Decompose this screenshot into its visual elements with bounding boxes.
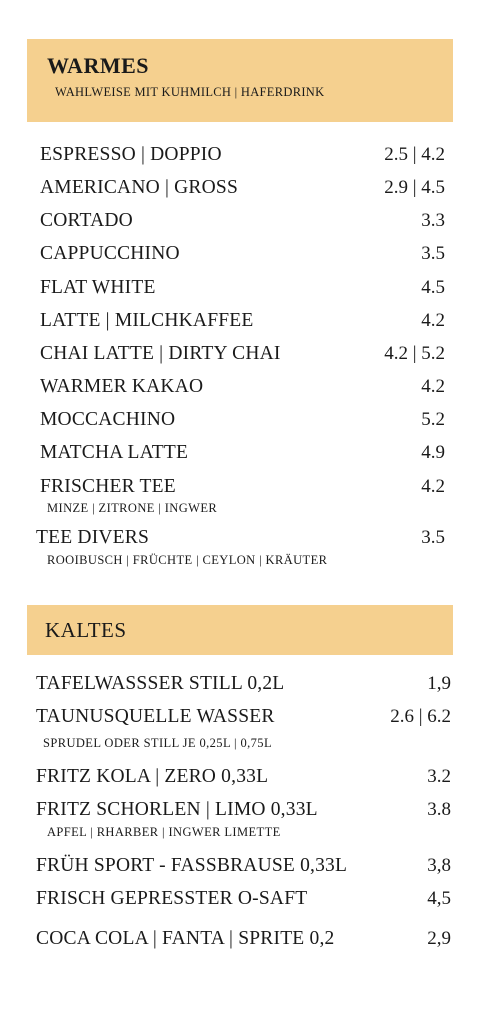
menu-item-price: 3.5 [421, 527, 445, 548]
menu-item-name: CAPPUCCHINO [40, 243, 180, 264]
menu-item-name: FRISCH GEPRESSTER O-SAFT [36, 888, 308, 909]
menu-item-note: MINZE | ZITRONE | INGWER [47, 501, 218, 515]
menu-item-price: 4.2 [421, 310, 445, 331]
menu-item-name: COCA COLA | FANTA | SPRITE 0,2 [36, 928, 335, 949]
menu-item-price: 2.5 | 4.2 [384, 144, 445, 165]
menu-item-price: 2.9 | 4.5 [384, 177, 445, 198]
menu-item-price: 4.9 [421, 442, 445, 463]
menu-item-name: TEE DIVERS [36, 527, 150, 548]
menu-item-name: MOCCACHINO [40, 409, 176, 430]
menu-item-price: 4.2 [421, 376, 445, 397]
menu-item-name: MATCHA LATTE [40, 442, 189, 463]
menu-item-price: 1,9 [427, 673, 451, 694]
menu-item-name: LATTE | MILCHKAFFEE [40, 310, 254, 331]
section-title-cold: KALTES [45, 618, 127, 642]
menu-item-name: CHAI LATTE | DIRTY CHAI [40, 343, 281, 364]
section-subtitle-warm: WAHLWEISE MIT KUHMILCH | HAFERDRINK [55, 85, 325, 99]
menu-item-price: 2.6 | 6.2 [390, 706, 451, 727]
menu-item-price: 4.2 | 5.2 [384, 343, 445, 364]
section-header-cold [27, 605, 453, 655]
menu-item-price: 4.5 [421, 277, 445, 298]
menu-item-name: AMERICANO | GROSS [40, 177, 239, 198]
menu-item-name: WARMER KAKAO [40, 376, 204, 397]
menu-item-note: ROOIBUSCH | FRÜCHTE | CEYLON | KRÄUTER [47, 553, 328, 567]
menu-item-price: 5.2 [421, 409, 445, 430]
menu-item-price: 3.8 [427, 799, 451, 820]
menu-item-name: FRISCHER TEE [40, 476, 176, 497]
menu-item-name: FRITZ KOLA | ZERO 0,33L [36, 766, 269, 787]
menu-item-price: 2,9 [427, 928, 451, 949]
menu-item-price: 3.5 [421, 243, 445, 264]
menu-item-name: FLAT WHITE [40, 277, 156, 298]
menu-item-name: CORTADO [40, 210, 133, 231]
menu-item-price: 4,5 [427, 888, 451, 909]
menu-item-price: 3,8 [427, 855, 451, 876]
menu-item-name: FRITZ SCHORLEN | LIMO 0,33L [36, 799, 318, 820]
menu-item-price: 3.3 [421, 210, 445, 231]
menu-item-name: TAFELWASSSER STILL 0,2L [36, 673, 285, 694]
section-header-warm [27, 39, 453, 122]
menu-item-price: 3.2 [427, 766, 451, 787]
menu-item-name: ESPRESSO | DOPPIO [40, 144, 222, 165]
menu-item-note: APFEL | RHARBER | INGWER LIMETTE [47, 825, 281, 839]
menu-item-name: TAUNUSQUELLE WASSER [36, 706, 275, 727]
menu-item-note: SPRUDEL ODER STILL JE 0,25L | 0,75L [43, 736, 272, 750]
section-title-warm: WARMES [47, 53, 150, 78]
menu-item-price: 4.2 [421, 476, 445, 497]
menu-item-name: FRÜH SPORT - FASSBRAUSE 0,33L [36, 855, 348, 876]
